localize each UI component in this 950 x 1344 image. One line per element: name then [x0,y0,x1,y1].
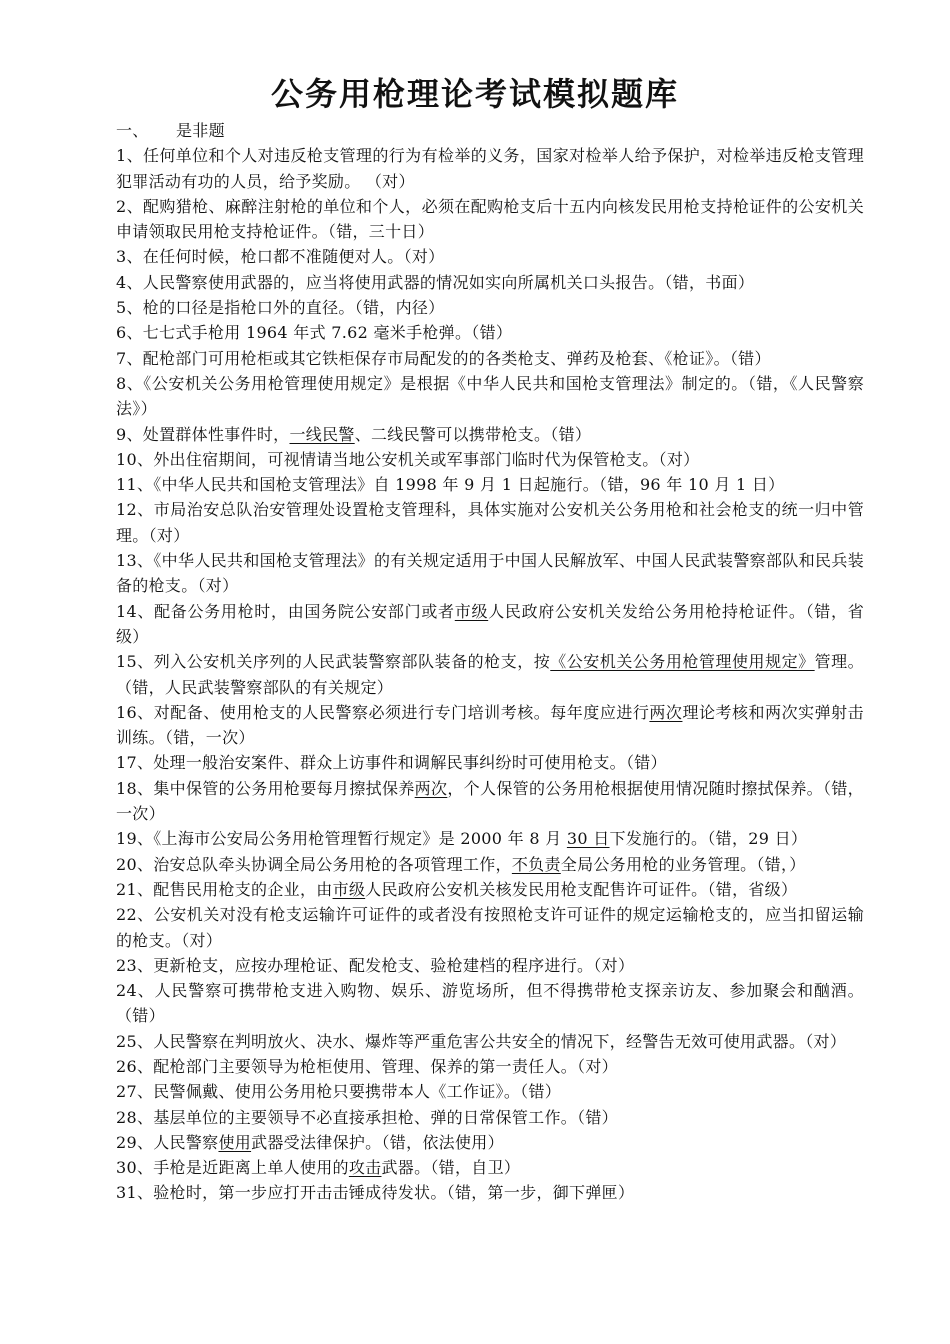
question-21-text-b: 人民政府公安机关核发民用枪支配售许可证件。（错，省级） [365,879,798,899]
question-16-text-b: 理论考核和两次实弹射击训练。（错，一次） [116,702,864,748]
question-9-underlined: 一线民警 [289,424,355,444]
question-14-text-a: 14、配备公务用枪时，由国务院公安部门或者 [116,601,455,621]
question-3: 3、在任何时候，枪口都不准随便对人。（对） [116,247,445,267]
question-2: 2、配购猎枪、麻醉注射枪的单位和个人，必须在配购枪支后十五内向核发民用枪支持枪证件的公安机关申请领取民用枪支持枪证件。（错，三十日） [116,196,864,242]
question-15-text-a: 15、列入公安机关序列的人民武装警察部队装备的枪支，按 [116,652,551,672]
question-30-underlined: 攻击 [348,1158,382,1178]
question-9 [116,422,864,447]
question-16-underlined: 两次 [649,702,683,722]
question-19-underlined: 30 日 [566,829,610,849]
section-number: 一、 [116,121,149,140]
question-20-text-b: 全局公务用枪的业务管理。（错，） [560,854,806,874]
question-27: 27、民警佩戴、使用公务用枪只要携带本人《工作证》。（错） [116,1082,562,1102]
question-16 [116,700,864,751]
question-20 [116,852,864,877]
question-12: 12、市局治安总队治安管理处设置枪支管理科，具体实施对公安机关公务用枪和社会枪支的统一归中管理。（对） [116,500,864,545]
question-29 [116,1130,864,1155]
section-label: 是非题 [176,121,225,140]
question-21-underlined: 市级 [332,879,366,899]
question-4: 4、人民警察使用武器的，应当将使用武器的情况如实向所属机关口头报告。（错，书面） [116,272,755,292]
question-15 [116,649,864,700]
question-6: 6、七七式手枪用 1964 年式 7.62 毫米手枪弹。（错） [116,323,513,343]
question-29-underlined: 使用 [218,1132,252,1152]
question-15-underlined: 《公安机关公务用枪管理使用规定》 [550,652,815,672]
question-11: 11、《中华人民共和国枪支管理法》自 1998 年 9 月 1 日起施行。（错，96 年 10 月 1 日） [116,475,785,495]
question-28: 28、基层单位的主要领导不必直接承担枪、弹的日常保管工作。（错） [116,1107,618,1127]
question-14 [116,599,864,650]
question-18-underlined: 两次 [414,778,448,798]
question-29-text-a: 29、人民警察 [116,1132,219,1152]
question-21 [116,877,864,902]
question-1: 1、任何单位和个人对违反枪支管理的行为有检举的义务，国家对检举人给予保护，对检举违反枪支管理犯罪活动有功的人员，给予奖励。 （对） [116,146,864,191]
question-7: 7、配枪部门可用枪柜或其它铁柜保存市局配发的的各类枪支、弹药及枪套、《枪证》。（错） [116,348,771,368]
question-18-text-a: 18、集中保管的公务用枪要每月擦拭保养 [116,778,415,798]
question-14-underlined: 市级 [454,601,489,621]
question-9-text-a: 9、处置群体性事件时， [116,424,290,444]
question-30-text-a: 30、手枪是近距离上单人使用的 [116,1158,349,1178]
question-10: 10、外出住宿期间，可视情请当地公安机关或军事部门临时代为保管枪支。（对） [116,449,700,469]
question-31: 31、验枪时，第一步应打开击击锤成待发状。（错，第一步，御下弹匣） [116,1183,635,1203]
question-20-text-a: 20、治安总队牵头协调全局公务用枪的各项管理工作， [116,854,512,874]
question-18 [116,776,864,827]
question-9-text-b: 、二线民警可以携带枪支。（错） [354,424,592,444]
section-heading [116,118,864,143]
question-8: 8、《公安机关公务用枪管理使用规定》是根据《中华人民共和国枪支管理法》制定的。（错，《人民警察法》） [116,373,864,419]
question-30 [116,1155,864,1180]
question-20-underlined: 不负责 [511,854,561,874]
question-19 [116,826,864,851]
question-26: 26、配枪部门主要领导为枪柜使用、管理、保养的第一责任人。（对） [116,1056,618,1076]
question-22: 22、公安机关对没有枪支运输许可证件的或者没有按照枪支许可证件的规定运输枪支的，应当扣留运输的枪支。（对） [116,905,864,950]
question-30-text-b: 武器。（错，自卫） [381,1158,521,1178]
question-21-text-a: 21、配售民用枪支的企业，由 [116,879,333,899]
question-19-text-b: 下发施行的。（错，29 日） [609,829,808,849]
question-13: 13、《中华人民共和国枪支管理法》的有关规定适用于中国人民解放军、中国人民武装警察部队和民兵装备的枪支。（对） [116,551,864,596]
question-18-text-b: ，个人保管的公务用枪根据使用情况随时擦拭保养。（错，一次） [116,778,864,824]
question-23: 23、更新枪支，应按办理枪证、配发枪支、验枪建档的程序进行。（对） [116,955,635,975]
question-19-text-a: 19、《上海市公安局公务用枪管理暂行规定》是 2000 年 8 月 [116,829,567,849]
document-body [116,118,864,1206]
question-15-text-b: 管理。（错，人民武装警察部队的有关规定） [116,652,864,697]
question-14-text-b: 人民政府公安机关发给公务用枪持枪证件。（错，省级） [116,601,864,646]
question-16-text-a: 16、对配备、使用枪支的人民警察必须进行专门培训考核。每年度应进行 [116,702,650,722]
question-5: 5、枪的口径是指枪口外的直径。（错，内径） [116,298,445,318]
question-17: 17、处理一般治安案件、群众上访事件和调解民事纠纷时可使用枪支。（错） [116,753,667,773]
document-title: 公务用枪理论考试模拟题库 [270,75,679,113]
question-24: 24、人民警察可携带枪支进入购物、娱乐、游览场所，但不得携带枪支探亲访友、参加聚会和酗酒。（错） [116,981,864,1026]
question-29-text-b: 武器受法律保护。（错，依法使用） [251,1132,504,1152]
question-25: 25、人民警察在判明放火、决水、爆炸等严重危害公共安全的情况下，经警告无效可使用武器。（对） [116,1031,847,1051]
